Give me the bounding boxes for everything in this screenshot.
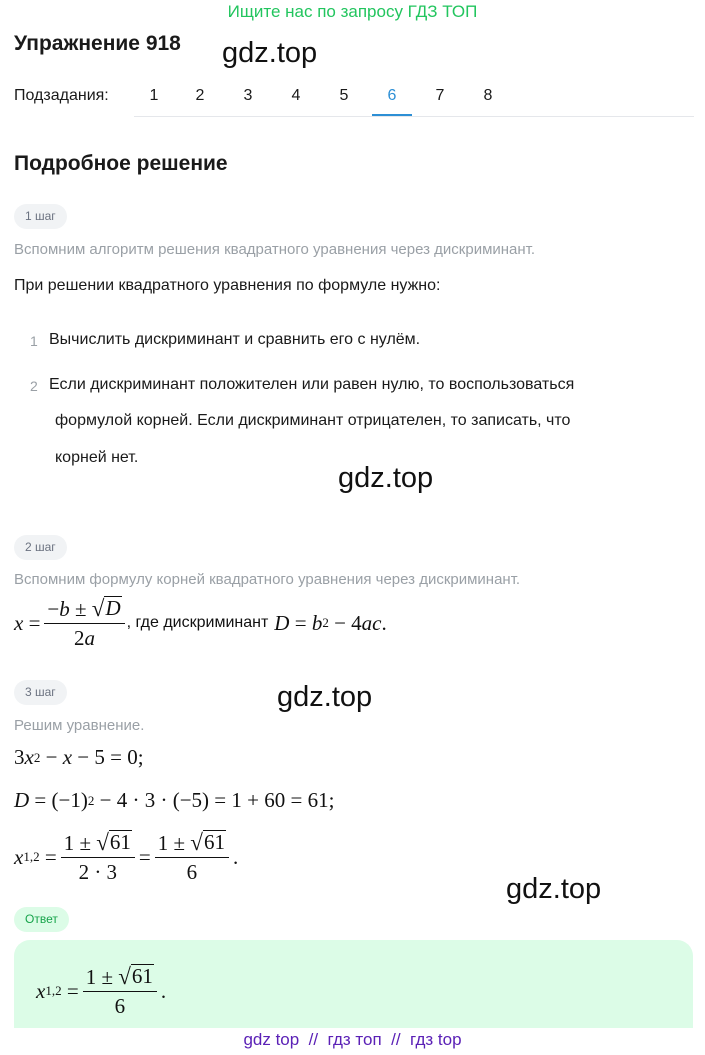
subtasks-tabs	[134, 80, 694, 117]
step-1-intro: При решении квадратного уравнения по формуле нужно:	[14, 277, 441, 294]
watermark: gdz.top	[506, 873, 602, 905]
tab-subtask-6[interactable]: 6	[372, 87, 412, 116]
footer-watermark: gdz top // гдз топ // гдз top	[243, 1030, 462, 1049]
watermark: gdz.top	[222, 37, 318, 69]
watermark: gdz.top	[338, 462, 434, 494]
list-item-text: Вычислить дискриминант и сравнить его с нулём.	[49, 331, 421, 348]
watermark: gdz.top	[277, 681, 373, 713]
list-item-number: 2	[30, 378, 38, 394]
tab-subtask-8[interactable]: 8	[483, 87, 493, 104]
step-2-hint: Вспомним формулу корней квадратного уравнения через дискриминант.	[14, 571, 521, 588]
tab-subtask-3[interactable]: 3	[243, 87, 253, 104]
tab-subtask-1[interactable]: 1	[149, 87, 159, 104]
step-3-badge: 3 шаг	[14, 680, 67, 705]
tab-subtask-5[interactable]: 5	[339, 87, 349, 104]
promo-banner: Ищите нас по запросу ГДЗ ТОП	[227, 2, 478, 21]
tab-subtask-7[interactable]: 7	[435, 87, 445, 104]
formula-fraction: −b ± √ D 2a	[44, 596, 124, 650]
step-1-badge: 1 шаг	[14, 204, 67, 229]
quadratic-formula: x = −b ± √ D 2a , где дискриминант D = b 2 − 4 ac .	[14, 595, 387, 651]
formula-caption: , где дискриминант	[126, 614, 269, 632]
answer-badge: Ответ	[14, 907, 69, 932]
tab-subtask-2[interactable]: 2	[195, 87, 205, 104]
subtasks-label: Подзадания:	[14, 87, 109, 104]
step-3-hint: Решим уравнение.	[14, 717, 145, 734]
discriminant-line: D = (−1) 2 − 4 · 3 · (−5) = 1 + 60 = 61;	[14, 788, 335, 812]
list-item-text-line-2: формулой корней. Если дискриминант отрицателен, то записать, что	[55, 412, 571, 429]
equation-line: 3 x 2 − x − 5 = 0;	[14, 745, 144, 769]
step-1-hint: Вспомним алгоритм решения квадратного уравнения через дискриминант.	[14, 241, 536, 258]
tab-subtask-4[interactable]: 4	[291, 87, 301, 104]
list-item-text-line-1: Если дискриминант положителен или равен нулю, то воспользоваться	[49, 376, 575, 393]
page-title: Упражнение 918	[14, 32, 181, 55]
section-title: Подробное решение	[14, 152, 228, 175]
roots-line: x 1,2 = 1 ± √ 61 2 · 3 = 1 ± √ 61 6 .	[14, 829, 239, 885]
answer-formula: x 1,2 = 1 ± √ 61 6 .	[36, 963, 167, 1019]
list-item-text-line-3: корней нет.	[55, 449, 139, 466]
list-item-number: 1	[30, 333, 38, 349]
step-2-badge: 2 шаг	[14, 535, 67, 560]
